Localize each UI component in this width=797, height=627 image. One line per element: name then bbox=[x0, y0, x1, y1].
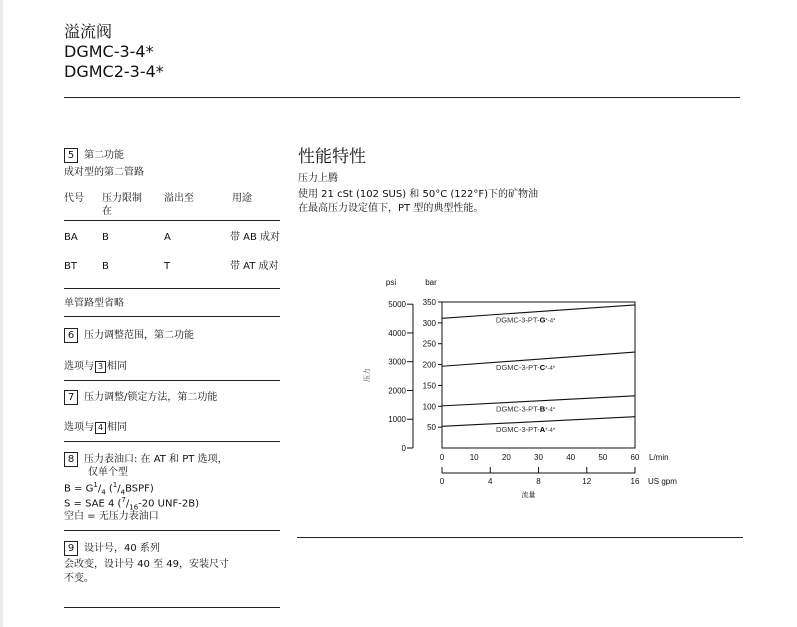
bar-tick-label: 250 bbox=[422, 339, 436, 349]
fraction-num: 7 bbox=[121, 496, 126, 504]
table-header-code: 代号 bbox=[64, 193, 84, 204]
section-7-heading bbox=[64, 390, 217, 405]
psi-tick-label: 1000 bbox=[388, 415, 406, 425]
x-tick-label-lmin: 20 bbox=[501, 453, 511, 462]
bar-tick-label: 200 bbox=[422, 360, 436, 370]
divider bbox=[64, 607, 280, 608]
table-cell: 带 AB 成对 bbox=[230, 232, 281, 243]
right-bottom-divider bbox=[297, 537, 743, 538]
x-tick-label-lmin: 40 bbox=[566, 453, 576, 462]
header-divider bbox=[64, 97, 740, 98]
fraction-num: 1 bbox=[112, 481, 118, 489]
option-b-text: BSPF) bbox=[125, 483, 154, 495]
section-8-title: 压力表油口: 在 AT 和 PT 选项， bbox=[84, 454, 228, 465]
section-number-5: 5 bbox=[64, 148, 78, 163]
usgpm-tick-label: 8 bbox=[536, 477, 541, 486]
table-header-limit: 压力限制在 bbox=[102, 193, 142, 217]
table-header-divider bbox=[64, 220, 280, 221]
y-unit-bar: bar bbox=[425, 278, 437, 287]
divider bbox=[64, 441, 280, 442]
section-6-title: 压力调整范围，第二功能 bbox=[84, 330, 194, 341]
divider bbox=[64, 288, 280, 289]
table-cell: BA bbox=[64, 232, 78, 243]
series-label-B: DGMC-3-PT-B*-4* bbox=[496, 404, 556, 414]
table-cell: A bbox=[164, 232, 171, 243]
performance-desc-2: 在最高压力设定值下，PT 型的典型性能。 bbox=[298, 203, 484, 214]
table-cell: T bbox=[164, 261, 171, 272]
x-unit-lmin: L/min bbox=[649, 453, 669, 462]
section-number-7: 7 bbox=[64, 390, 78, 405]
fraction-den: 4 bbox=[120, 488, 126, 497]
section-5-heading bbox=[64, 148, 124, 163]
option-s-text: -20 UNF-2B) bbox=[138, 498, 199, 510]
section-5-title: 第二功能 bbox=[84, 150, 124, 161]
psi-tick-label: 3000 bbox=[388, 357, 406, 367]
psi-tick-label: 0 bbox=[401, 444, 406, 453]
section-9-text1: 会改变，设计号 40 至 49，安装尺寸 bbox=[64, 559, 229, 570]
x-tick-label-lmin: 10 bbox=[469, 453, 479, 462]
option-b-text: ( bbox=[105, 483, 113, 495]
performance-subheading: 压力上腾 bbox=[298, 173, 338, 184]
x-axis-title: 流量 bbox=[521, 492, 536, 499]
divider bbox=[64, 530, 280, 531]
x-unit-usgpm: US gpm bbox=[648, 477, 677, 486]
bar-tick-label: 100 bbox=[422, 402, 436, 412]
ref-box-3: 3 bbox=[95, 361, 106, 373]
y-unit-psi: psi bbox=[385, 278, 397, 287]
section-7-note bbox=[64, 421, 127, 434]
psi-tick-label: 5000 bbox=[388, 300, 406, 310]
x-tick-label-lmin: 0 bbox=[439, 453, 445, 462]
fraction-slash: / bbox=[125, 498, 130, 510]
pressure-flow-chart bbox=[355, 270, 705, 515]
series-label-A: DGMC-3-PT-A*-4* bbox=[496, 425, 556, 435]
page-title-model2: DGMC2-3-4* bbox=[64, 62, 164, 81]
ref-box-4: 4 bbox=[95, 422, 106, 434]
bar-tick-label: 300 bbox=[422, 318, 436, 328]
table-cell: BT bbox=[64, 261, 77, 272]
section-6-note bbox=[64, 360, 127, 373]
table-header-usage: 用途 bbox=[232, 193, 252, 204]
section-number-6: 6 bbox=[64, 328, 78, 343]
x-tick-label-lmin: 30 bbox=[534, 453, 543, 462]
section-number-9: 9 bbox=[64, 541, 78, 556]
page-title-cn: 溢流阀 bbox=[64, 22, 113, 41]
page-title-model1: DGMC-3-4* bbox=[64, 42, 154, 61]
section-9-title: 设计号，40 系列 bbox=[84, 543, 160, 554]
x-tick-label-lmin: 50 bbox=[598, 453, 608, 462]
x-tick-label-lmin: 60 bbox=[630, 453, 640, 462]
divider bbox=[64, 380, 280, 381]
table-cell: 带 AT 成对 bbox=[230, 261, 279, 272]
option-s-text: S = SAE 4 ( bbox=[64, 498, 122, 510]
usgpm-tick-label: 16 bbox=[630, 477, 640, 486]
usgpm-tick-label: 0 bbox=[439, 477, 445, 486]
note-text: 选项与 bbox=[64, 361, 94, 372]
note-text: 选项与 bbox=[64, 422, 94, 433]
table-cell: B bbox=[102, 232, 109, 243]
fraction-slash: / bbox=[117, 483, 121, 495]
table-cell: B bbox=[102, 261, 109, 272]
bar-tick-label: 350 bbox=[422, 298, 436, 307]
table-header-overflow: 溢出至 bbox=[164, 193, 194, 204]
fraction-slash: / bbox=[97, 483, 102, 495]
series-label-C: DGMC-3-PT-C*-4* bbox=[496, 363, 556, 373]
page-edge bbox=[0, 0, 3, 627]
bar-tick-label: 50 bbox=[427, 423, 436, 433]
section-6-heading bbox=[64, 328, 194, 343]
section-number-8: 8 bbox=[64, 452, 78, 467]
y-axis-title: 压力 bbox=[364, 368, 371, 382]
option-blank: 空白 = 无压力表油口 bbox=[64, 511, 159, 522]
option-b-text: B = G bbox=[64, 483, 94, 495]
fraction-den: 4 bbox=[101, 488, 106, 497]
section-8-heading bbox=[64, 452, 228, 467]
psi-tick-label: 4000 bbox=[388, 328, 406, 338]
divider bbox=[64, 316, 280, 317]
fraction-num: 1 bbox=[93, 481, 98, 489]
performance-desc-1: 使用 21 cSt (102 SUS) 和 50°C (122°F)下的矿物油 bbox=[298, 189, 538, 200]
series-label-G: DGMC-3-PT-G*-4* bbox=[495, 315, 556, 325]
fraction-den: 16 bbox=[129, 503, 139, 512]
bar-tick-label: 150 bbox=[422, 381, 436, 391]
usgpm-tick-label: 12 bbox=[582, 477, 592, 486]
note-text: 相同 bbox=[107, 361, 127, 372]
section-5-footer: 单管路型省略 bbox=[64, 298, 124, 309]
usgpm-tick-label: 4 bbox=[488, 477, 493, 486]
note-text: 相同 bbox=[107, 422, 127, 433]
section-7-title: 压力调整/锁定方法，第二功能 bbox=[84, 392, 218, 403]
section-8-title2: 仅单个型 bbox=[88, 467, 128, 478]
performance-heading: 性能特性 bbox=[298, 147, 366, 167]
section-5-subtitle: 成对型的第二管路 bbox=[64, 167, 144, 178]
section-9-text2: 不变。 bbox=[64, 573, 94, 584]
psi-tick-label: 2000 bbox=[388, 386, 406, 396]
section-9-heading bbox=[64, 541, 160, 556]
